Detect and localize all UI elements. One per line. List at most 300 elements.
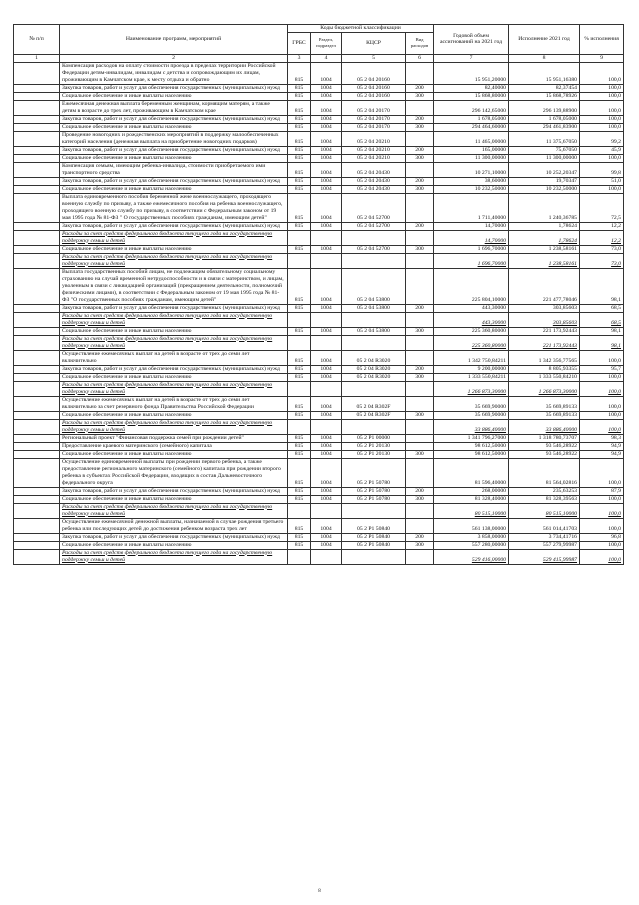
row-expense-type-cell xyxy=(406,230,434,245)
row-grbs-cell: 815 xyxy=(288,131,311,146)
row-number-cell xyxy=(14,245,60,253)
row-percent-cell: 96,8 xyxy=(580,533,624,541)
row-plan-cell: 82,40000 xyxy=(434,84,509,92)
row-name-cell: Закупка товаров, работ и услуг для обеспечения государственных (муниципальных) нужд xyxy=(60,177,288,185)
row-plan-cell: 80 515,10000 xyxy=(434,503,509,518)
row-plan-cell: 529 416,00000 xyxy=(434,549,509,564)
row-number-cell xyxy=(14,304,60,312)
row-percent-cell: 72,5 xyxy=(580,193,624,222)
row-execution-cell: 1 238,58161 xyxy=(509,245,580,253)
row-name-cell: Социальное обеспечение и иные выплаты населению xyxy=(60,92,288,100)
row-number-cell xyxy=(14,253,60,268)
row-plan-cell: 1 266 873,30000 xyxy=(434,381,509,396)
row-execution-cell: 221 477,78046 xyxy=(509,268,580,304)
row-execution-cell: 75,67050 xyxy=(509,146,580,154)
row-number-cell xyxy=(14,434,60,442)
row-kcsr-cell xyxy=(342,335,406,350)
row-kcsr-cell xyxy=(342,503,406,518)
row-expense-type-cell xyxy=(406,442,434,450)
table-row xyxy=(14,131,624,146)
row-name-cell: Социальное обеспечение и иные выплаты населению xyxy=(60,373,288,381)
row-name-cell: Расходы за счет средств федерального бюджета текущего года на государственную поддержку семьи и детей xyxy=(60,503,288,518)
budget-execution-sheet xyxy=(13,24,623,565)
row-number-cell xyxy=(14,222,60,230)
row-number-cell xyxy=(14,518,60,533)
table-row xyxy=(14,373,624,381)
row-kcsr-cell: 05 2 04 20160 xyxy=(342,92,406,100)
row-section-cell: 1004 xyxy=(311,131,342,146)
row-expense-type-cell: 300 xyxy=(406,123,434,131)
row-execution-cell: 81 564,02816 xyxy=(509,458,580,487)
row-grbs-cell: 815 xyxy=(288,458,311,487)
table-row xyxy=(14,396,624,411)
row-execution-cell: 93 546,28922 xyxy=(509,442,580,450)
row-expense-type-cell xyxy=(406,396,434,411)
row-grbs-cell: 815 xyxy=(288,304,311,312)
row-execution-cell: 221 173,92443 xyxy=(509,335,580,350)
row-kcsr-cell xyxy=(342,381,406,396)
table-row xyxy=(14,177,624,185)
row-expense-type-cell xyxy=(406,419,434,434)
row-plan-cell: 561 138,00000 xyxy=(434,518,509,533)
row-number-cell xyxy=(14,442,60,450)
row-percent-cell: 100,0 xyxy=(580,518,624,533)
row-number-cell xyxy=(14,335,60,350)
row-expense-type-cell: 300 xyxy=(406,450,434,458)
row-kcsr-cell: 05 2 04 20430 xyxy=(342,162,406,177)
row-percent-cell: 95,7 xyxy=(580,365,624,373)
row-execution-cell: 15 951,16380 xyxy=(509,62,580,84)
row-percent-cell: 87,9 xyxy=(580,487,624,495)
table-row xyxy=(14,503,624,518)
row-name-cell: Осуществление ежемесячных выплат на детей в возрасте от трех до семи лет включительно за счет резервного фонда Правительства Российской Федерации xyxy=(60,396,288,411)
column-number: 4 xyxy=(311,54,342,62)
row-name-cell: Расходы за счет средств федерального бюджета текущего года на государственную поддержку семьи и детей xyxy=(60,419,288,434)
row-kcsr-cell: 05 2 04 20210 xyxy=(342,146,406,154)
row-execution-cell: 1 333 550,84210 xyxy=(509,373,580,381)
row-expense-type-cell xyxy=(406,335,434,350)
row-name-cell: Осуществление ежемесячной денежной выплаты, назначаемой в случае рождения третьего ребенка или последующих детей до достижения ребенком возраста трех лет xyxy=(60,518,288,533)
row-number-cell xyxy=(14,365,60,373)
row-name-cell: Расходы за счет средств федерального бюджета текущего года на государственную поддержку семьи и детей xyxy=(60,335,288,350)
row-kcsr-cell: 05 2 04 52700 xyxy=(342,245,406,253)
row-number-cell xyxy=(14,350,60,365)
row-name-cell: Социальное обеспечение и иные выплаты населению xyxy=(60,245,288,253)
row-grbs-cell: 815 xyxy=(288,396,311,411)
row-expense-type-cell xyxy=(406,381,434,396)
row-section-cell xyxy=(311,335,342,350)
column-number: 5 xyxy=(342,54,406,62)
row-number-cell xyxy=(14,327,60,335)
table-row xyxy=(14,458,624,487)
table-row xyxy=(14,487,624,495)
row-name-cell: Социальное обеспечение и иные выплаты населению xyxy=(60,327,288,335)
row-percent-cell: 100,0 xyxy=(580,503,624,518)
row-plan-cell: 1 696,70000 xyxy=(434,253,509,268)
row-grbs-cell: 815 xyxy=(288,327,311,335)
row-number-cell xyxy=(14,177,60,185)
table-row xyxy=(14,365,624,373)
row-kcsr-cell xyxy=(342,253,406,268)
row-name-cell: Закупка товаров, работ и услуг для обеспечения государственных (муниципальных) нужд xyxy=(60,115,288,123)
row-expense-type-cell xyxy=(406,503,434,518)
row-percent-cell: 100,0 xyxy=(580,411,624,419)
row-number-cell xyxy=(14,115,60,123)
header-name: Наименование программ, мероприятий xyxy=(60,25,288,55)
row-percent-cell: 100,0 xyxy=(580,92,624,100)
header-percent: % исполнения xyxy=(580,25,624,55)
row-number-cell xyxy=(14,549,60,564)
table-row xyxy=(14,92,624,100)
row-expense-type-cell xyxy=(406,312,434,327)
row-grbs-cell: 815 xyxy=(288,442,311,450)
row-kcsr-cell: 05 2 04 20170 xyxy=(342,123,406,131)
row-plan-cell: 3 858,00000 xyxy=(434,533,509,541)
row-number-cell xyxy=(14,131,60,146)
table-row xyxy=(14,123,624,131)
row-grbs-cell: 815 xyxy=(288,62,311,84)
row-kcsr-cell: 05 2 04 R3020 xyxy=(342,365,406,373)
row-execution-cell: 1 342 356,77565 xyxy=(509,350,580,365)
row-grbs-cell: 815 xyxy=(288,450,311,458)
row-kcsr-cell: 05 2 04 53800 xyxy=(342,304,406,312)
row-kcsr-cell: 05 2 04 20430 xyxy=(342,185,406,193)
table-row xyxy=(14,518,624,533)
row-section-cell: 1004 xyxy=(311,350,342,365)
row-kcsr-cell: 05 2 P1 50780 xyxy=(342,495,406,503)
row-grbs-cell: 815 xyxy=(288,146,311,154)
row-name-cell: Закупка товаров, работ и услуг для обеспечения государственных (муниципальных) нужд xyxy=(60,304,288,312)
row-section-cell xyxy=(311,253,342,268)
table-row xyxy=(14,84,624,92)
row-name-cell: Проведение новогодних и рождественских мероприятий в поддержку малообеспеченных категорий населения (денежная выплата на приобретение новогодних подарков) xyxy=(60,131,288,146)
row-kcsr-cell: 05 2 04 53800 xyxy=(342,327,406,335)
row-execution-cell: 294 461,83900 xyxy=(509,123,580,131)
row-execution-cell: 529 415,99987 xyxy=(509,549,580,564)
row-execution-cell: 15 868,78926 xyxy=(509,92,580,100)
row-plan-cell: 1 333 550,84211 xyxy=(434,373,509,381)
row-expense-type-cell: 300 xyxy=(406,327,434,335)
row-grbs-cell: 815 xyxy=(288,365,311,373)
row-plan-cell: 1 678,05000 xyxy=(434,115,509,123)
table-row xyxy=(14,434,624,442)
row-expense-type-cell: 300 xyxy=(406,541,434,549)
row-name-cell: Социальное обеспечение и иные выплаты населению xyxy=(60,185,288,193)
row-plan-cell: 1 696,70000 xyxy=(434,245,509,253)
column-number: 1 xyxy=(14,54,60,62)
row-section-cell xyxy=(311,312,342,327)
row-execution-cell: 1 240,36785 xyxy=(509,193,580,222)
row-grbs-cell xyxy=(288,549,311,564)
table-row xyxy=(14,193,624,222)
row-kcsr-cell: 05 2 04 20170 xyxy=(342,115,406,123)
row-number-cell xyxy=(14,541,60,549)
row-number-cell xyxy=(14,373,60,381)
row-grbs-cell: 815 xyxy=(288,350,311,365)
row-number-cell xyxy=(14,268,60,304)
row-grbs-cell: 815 xyxy=(288,268,311,304)
row-percent-cell: 100,0 xyxy=(580,541,624,549)
row-section-cell: 1004 xyxy=(311,146,342,154)
row-expense-type-cell xyxy=(406,549,434,564)
row-section-cell: 1004 xyxy=(311,495,342,503)
row-execution-cell: 11 375,67050 xyxy=(509,131,580,146)
row-number-cell xyxy=(14,185,60,193)
row-name-cell: Закупка товаров, работ и услуг для обеспечения государственных (муниципальных) нужд xyxy=(60,84,288,92)
row-expense-type-cell: 200 xyxy=(406,304,434,312)
row-plan-cell: 294 464,60000 xyxy=(434,123,509,131)
page-number: 8 xyxy=(318,889,321,894)
row-expense-type-cell: 300 xyxy=(406,245,434,253)
row-name-cell: Закупка товаров, работ и услуг для обеспечения государственных (муниципальных) нужд xyxy=(60,533,288,541)
table-row xyxy=(14,62,624,84)
row-kcsr-cell: 05 2 04 20170 xyxy=(342,100,406,115)
row-number-cell xyxy=(14,92,60,100)
row-grbs-cell xyxy=(288,312,311,327)
table-row xyxy=(14,549,624,564)
row-grbs-cell: 815 xyxy=(288,411,311,419)
row-execution-cell: 10 252,20347 xyxy=(509,162,580,177)
row-kcsr-cell: 05 2 04 52700 xyxy=(342,193,406,222)
table-row xyxy=(14,450,624,458)
table-row xyxy=(14,495,624,503)
row-name-cell: Социальное обеспечение и иные выплаты населению xyxy=(60,154,288,162)
row-kcsr-cell: 05 2 P1 50780 xyxy=(342,458,406,487)
row-name-cell: Ежемесячная денежная выплата беременным женщинам, кормящим матерям, а также детям в возрасте до трех лет, проживающим в Камчатском крае xyxy=(60,100,288,115)
row-plan-cell: 11 465,00000 xyxy=(434,131,509,146)
row-execution-cell: 303,85603 xyxy=(509,304,580,312)
row-expense-type-cell: 300 xyxy=(406,154,434,162)
row-execution-cell: 8 805,93355 xyxy=(509,365,580,373)
row-expense-type-cell: 200 xyxy=(406,115,434,123)
row-execution-cell: 235,63253 xyxy=(509,487,580,495)
row-plan-cell: 98 612,50000 xyxy=(434,442,509,450)
table-row xyxy=(14,304,624,312)
row-plan-cell: 1 711,40000 xyxy=(434,193,509,222)
row-percent-cell: 100,0 xyxy=(580,154,624,162)
row-plan-cell: 14,70000 xyxy=(434,230,509,245)
row-section-cell: 1004 xyxy=(311,541,342,549)
row-section-cell: 1004 xyxy=(311,62,342,84)
row-section-cell xyxy=(311,549,342,564)
row-execution-cell: 557 279,99987 xyxy=(509,541,580,549)
row-expense-type-cell xyxy=(406,518,434,533)
row-expense-type-cell xyxy=(406,350,434,365)
row-execution-cell: 221 173,92443 xyxy=(509,327,580,335)
row-execution-cell: 80 515,10000 xyxy=(509,503,580,518)
row-number-cell xyxy=(14,62,60,84)
row-expense-type-cell: 300 xyxy=(406,373,434,381)
row-execution-cell: 561 014,41703 xyxy=(509,518,580,533)
header-section: Раздел, подраздел xyxy=(311,32,342,54)
row-expense-type-cell: 200 xyxy=(406,487,434,495)
row-expense-type-cell xyxy=(406,458,434,487)
row-kcsr-cell xyxy=(342,419,406,434)
row-grbs-cell: 815 xyxy=(288,185,311,193)
row-percent-cell: 99,8 xyxy=(580,162,624,177)
row-number-cell xyxy=(14,146,60,154)
row-grbs-cell: 815 xyxy=(288,541,311,549)
row-plan-cell: 38,60000 xyxy=(434,177,509,185)
row-expense-type-cell: 300 xyxy=(406,92,434,100)
row-grbs-cell: 815 xyxy=(288,154,311,162)
row-kcsr-cell: 05 2 04 20430 xyxy=(342,177,406,185)
row-section-cell: 1004 xyxy=(311,123,342,131)
column-number: 2 xyxy=(60,54,288,62)
row-plan-cell: 81 328,40000 xyxy=(434,495,509,503)
column-number: 9 xyxy=(580,54,624,62)
row-section-cell: 1004 xyxy=(311,268,342,304)
row-number-cell xyxy=(14,123,60,131)
table-row xyxy=(14,115,624,123)
row-section-cell: 1004 xyxy=(311,327,342,335)
row-grbs-cell xyxy=(288,419,311,434)
row-section-cell: 1004 xyxy=(311,518,342,533)
column-number: 7 xyxy=(434,54,509,62)
table-row xyxy=(14,230,624,245)
table-row xyxy=(14,245,624,253)
row-number-cell xyxy=(14,396,60,411)
row-plan-cell: 9 200,00000 xyxy=(434,365,509,373)
row-plan-cell: 35 669,90000 xyxy=(434,411,509,419)
row-section-cell: 1004 xyxy=(311,154,342,162)
row-number-cell xyxy=(14,312,60,327)
row-percent-cell: 100,0 xyxy=(580,381,624,396)
row-name-cell: Расходы за счет средств федерального бюджета текущего года на государственную поддержку семьи и детей xyxy=(60,549,288,564)
row-number-cell xyxy=(14,162,60,177)
column-number: 8 xyxy=(509,54,580,62)
row-percent-cell: 100,0 xyxy=(580,123,624,131)
row-plan-cell: 15 868,80000 xyxy=(434,92,509,100)
row-plan-cell: 225 804,10000 xyxy=(434,268,509,304)
row-expense-type-cell xyxy=(406,62,434,84)
row-section-cell: 1004 xyxy=(311,434,342,442)
row-kcsr-cell: 05 2 04 20210 xyxy=(342,131,406,146)
table-body xyxy=(14,62,624,564)
row-percent-cell: 45,9 xyxy=(580,146,624,154)
row-number-cell xyxy=(14,487,60,495)
row-percent-cell: 100,0 xyxy=(580,495,624,503)
row-percent-cell: 98,3 xyxy=(580,434,624,442)
row-percent-cell: 100,0 xyxy=(580,396,624,411)
column-number: 6 xyxy=(406,54,434,62)
row-expense-type-cell xyxy=(406,268,434,304)
row-kcsr-cell: 05 2 04 R302F xyxy=(342,396,406,411)
row-section-cell: 1004 xyxy=(311,84,342,92)
row-plan-cell: 33 886,40000 xyxy=(434,419,509,434)
row-name-cell: Закупка товаров, работ и услуг для обеспечения государственных (муниципальных) нужд xyxy=(60,146,288,154)
table-row xyxy=(14,100,624,115)
row-name-cell: Компенсация расходов на оплату стоимости проезда в пределах территории Российской Федерации детям-инвалидам, инвалидам с детства и сопровождающим их лицам, проживающим в Камчатском крае, к месту отдыха и обратно xyxy=(60,62,288,84)
row-name-cell: Осуществление ежемесячных выплат на детей в возрасте от трех до семи лет включительно xyxy=(60,350,288,365)
table-row xyxy=(14,327,624,335)
row-percent-cell: 51,0 xyxy=(580,177,624,185)
row-percent-cell: 100,0 xyxy=(580,62,624,84)
row-section-cell xyxy=(311,381,342,396)
row-plan-cell: 557 280,00000 xyxy=(434,541,509,549)
row-percent-cell: 100,0 xyxy=(580,458,624,487)
row-grbs-cell: 815 xyxy=(288,84,311,92)
row-percent-cell: 68,5 xyxy=(580,312,624,327)
row-expense-type-cell xyxy=(406,162,434,177)
row-expense-type-cell: 300 xyxy=(406,411,434,419)
row-expense-type-cell: 300 xyxy=(406,495,434,503)
row-name-cell: Региональный проект "Финансовая поддержка семей при рождении детей" xyxy=(60,434,288,442)
row-name-cell: Закупка товаров, работ и услуг для обеспечения государственных (муниципальных) нужд xyxy=(60,222,288,230)
row-section-cell xyxy=(311,230,342,245)
row-name-cell: Осуществление единовременной выплаты при рождении первого ребенка, а также предоставление регионального материнского (семейного) капитала при рождении второго ребенка в субъектах Российской Федерации, входящих в состав Дальневосточного федерального округа xyxy=(60,458,288,487)
row-number-cell xyxy=(14,100,60,115)
row-kcsr-cell: 05 2 P1 50840 xyxy=(342,533,406,541)
table-row xyxy=(14,312,624,327)
row-section-cell: 1004 xyxy=(311,458,342,487)
row-name-cell: Выплата единовременного пособия беременной жене военнослужащего, проходящего военную службу по призыву, а также ежемесячного пособия на ребенка военнослужащего, проходящего военную службу по призыву, в соответствии с Федеральным законом от 19 мая 1995 года № 81-ФЗ " О государственных пособиях гражданам, имеющим детей" xyxy=(60,193,288,222)
row-name-cell: Выплата государственных пособий лицам, не подлежащим обязательному социальному страхованию на случай временной нетрудоспособности и в связи с материнством, и лицам, уволенным в связи с ликвидацией организаций (прекращением деятельности, полномочий физическими лицами), в соответствии с Федеральным законом от 19 мая 1995 года № 81-ФЗ "О государственных пособиях гражданам, имеющим детей" xyxy=(60,268,288,304)
row-grbs-cell xyxy=(288,381,311,396)
row-expense-type-cell: 200 xyxy=(406,365,434,373)
row-kcsr-cell: 05 2 P1 50780 xyxy=(342,487,406,495)
row-name-cell: Социальное обеспечение и иные выплаты населению xyxy=(60,495,288,503)
row-execution-cell: 35 669,89133 xyxy=(509,396,580,411)
row-grbs-cell xyxy=(288,503,311,518)
row-expense-type-cell: 200 xyxy=(406,84,434,92)
row-section-cell xyxy=(311,419,342,434)
row-plan-cell: 10 232,50000 xyxy=(434,185,509,193)
row-plan-cell: 98 612,50000 xyxy=(434,450,509,458)
row-plan-cell: 225 360,80000 xyxy=(434,335,509,350)
row-number-cell xyxy=(14,503,60,518)
row-grbs-cell: 815 xyxy=(288,193,311,222)
row-section-cell: 1004 xyxy=(311,115,342,123)
row-name-cell: Социальное обеспечение и иные выплаты населению xyxy=(60,411,288,419)
row-kcsr-cell: 05 2 04 20160 xyxy=(342,84,406,92)
row-kcsr-cell: 05 2 04 52700 xyxy=(342,222,406,230)
header-budget-codes: Коды бюджетной классификации xyxy=(288,25,434,33)
row-execution-cell: 303,85603 xyxy=(509,312,580,327)
row-name-cell: Социальное обеспечение и иные выплаты населению xyxy=(60,541,288,549)
row-execution-cell: 93 546,28922 xyxy=(509,450,580,458)
row-grbs-cell: 815 xyxy=(288,115,311,123)
row-number-cell xyxy=(14,381,60,396)
row-kcsr-cell xyxy=(342,312,406,327)
row-percent-cell: 98,1 xyxy=(580,268,624,304)
row-grbs-cell: 815 xyxy=(288,245,311,253)
row-execution-cell: 11 300,00000 xyxy=(509,154,580,162)
row-percent-cell: 99,2 xyxy=(580,131,624,146)
row-number-cell xyxy=(14,84,60,92)
row-grbs-cell: 815 xyxy=(288,487,311,495)
row-name-cell: Закупка товаров, работ и услуг для обеспечения государственных (муниципальных) нужд xyxy=(60,487,288,495)
table-row xyxy=(14,533,624,541)
row-grbs-cell: 815 xyxy=(288,100,311,115)
row-execution-cell: 3 734,41716 xyxy=(509,533,580,541)
row-number-cell xyxy=(14,458,60,487)
row-percent-cell: 98,1 xyxy=(580,335,624,350)
column-number: 3 xyxy=(288,54,311,62)
table-row xyxy=(14,154,624,162)
row-number-cell xyxy=(14,419,60,434)
row-execution-cell: 1,78624 xyxy=(509,222,580,230)
row-execution-cell: 1 266 873,30000 xyxy=(509,381,580,396)
row-grbs-cell: 815 xyxy=(288,434,311,442)
row-percent-cell: 94,9 xyxy=(580,450,624,458)
row-grbs-cell: 815 xyxy=(288,518,311,533)
row-section-cell: 1004 xyxy=(311,442,342,450)
row-grbs-cell: 815 xyxy=(288,495,311,503)
row-kcsr-cell: 05 2 P1 50840 xyxy=(342,518,406,533)
row-expense-type-cell: 300 xyxy=(406,185,434,193)
row-section-cell: 1004 xyxy=(311,100,342,115)
